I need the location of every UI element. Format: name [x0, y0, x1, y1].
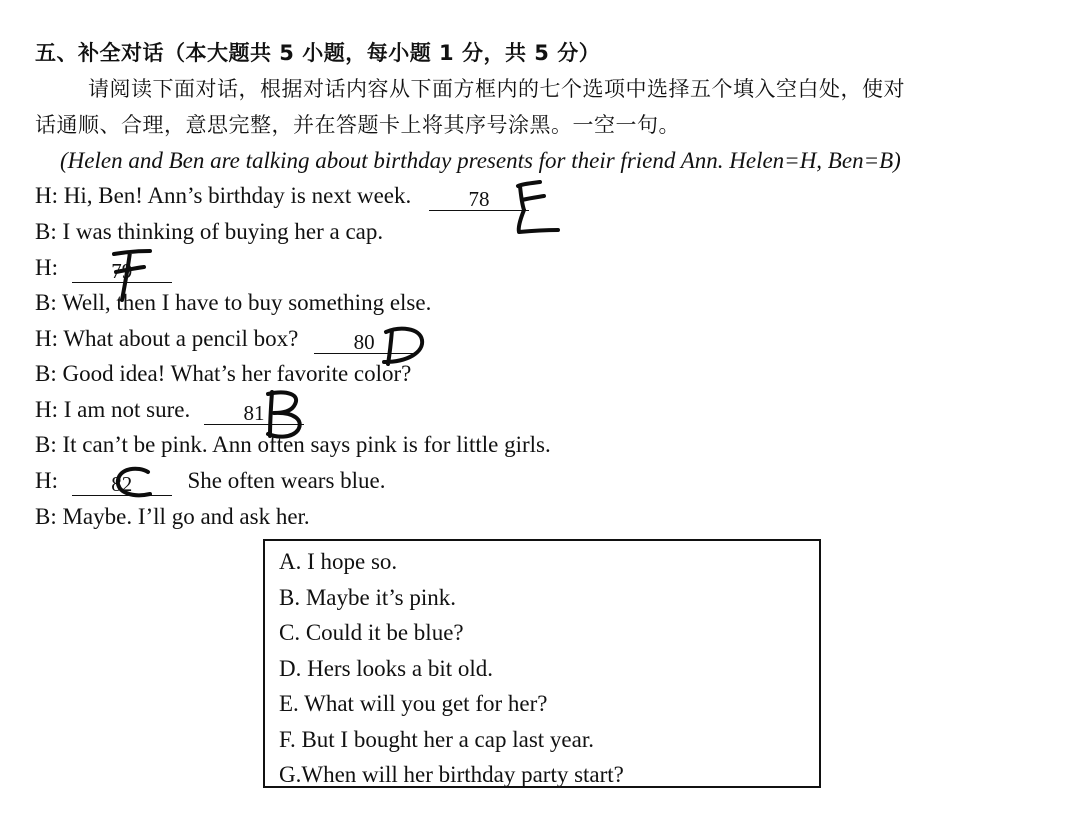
instruction-line-1: 请阅读下面对话，根据对话内容从下面方框内的七个选项中选择五个填入空白处，使对 — [88, 77, 905, 101]
option-e: E. What will you get for her? — [279, 691, 548, 716]
dialogue-text: H: — [35, 468, 58, 493]
dialogue-text: B: It can’t be pink. Ann often says pink is for little girls. — [35, 432, 551, 457]
blank-number: 80 — [353, 330, 375, 354]
dialogue-text: H: Hi, Ben! Ann’s birthday is next week. — [35, 183, 412, 208]
option-d: D. Hers looks a bit old. — [279, 656, 494, 681]
dialogue-line-6 — [35, 359, 411, 389]
dialogue-line-3 — [35, 253, 176, 283]
blank-number: 81 — [243, 401, 265, 425]
dialogue-text: H: I am not sure. — [35, 397, 191, 422]
dialogue-line-10 — [35, 502, 310, 532]
option-b: B. Maybe it’s pink. — [279, 585, 456, 610]
dialogue-text: B: Maybe. I’ll go and ask her. — [35, 504, 310, 529]
dialogue-line-9 — [35, 466, 386, 496]
dialogue-line-5 — [35, 324, 418, 354]
answer-blank-82[interactable] — [72, 469, 172, 496]
dialogue-text: B: Good idea! What’s her favorite color? — [35, 361, 412, 386]
dialogue-line-1 — [35, 181, 533, 211]
answer-blank-80[interactable] — [314, 327, 414, 354]
dialogue-text: H: What about a pencil box? — [35, 326, 299, 351]
blank-number: 79 — [111, 259, 133, 283]
dialogue-line-8 — [35, 430, 551, 460]
instruction-line-2: 话通顺、合理，意思完整，并在答题卡上将其序号涂黑。一空一句。 — [35, 113, 680, 137]
option-f: F. But I bought her a cap last year. — [279, 727, 594, 752]
answer-blank-81[interactable] — [204, 398, 304, 425]
section-heading: 五、补全对话（本大题共 5 小题，每小题 1 分，共 5 分） — [35, 41, 601, 65]
options-box — [263, 539, 821, 788]
blank-number: 78 — [468, 187, 490, 211]
dialogue-text: B: Well, then I have to buy something else. — [35, 290, 432, 315]
dialogue-line-7 — [35, 395, 308, 425]
dialogue-text: H: — [35, 255, 58, 280]
dialogue-line-4 — [35, 288, 431, 318]
answer-blank-78[interactable] — [429, 184, 529, 211]
option-c: C. Could it be blue? — [279, 620, 464, 645]
dialogue-context: (Helen and Ben are talking about birthday presents for their friend Ann. Helen=H, Ben=B) — [60, 148, 901, 173]
blank-number: 82 — [111, 472, 133, 496]
option-a: A. I hope so. — [279, 549, 398, 574]
dialogue-text: B: I was thinking of buying her a cap. — [35, 219, 384, 244]
answer-blank-79[interactable] — [72, 256, 172, 283]
option-g: G.When will her birthday party start? — [279, 762, 624, 787]
dialogue-line-2 — [35, 217, 383, 247]
dialogue-text-after: She often wears blue. — [187, 468, 386, 493]
